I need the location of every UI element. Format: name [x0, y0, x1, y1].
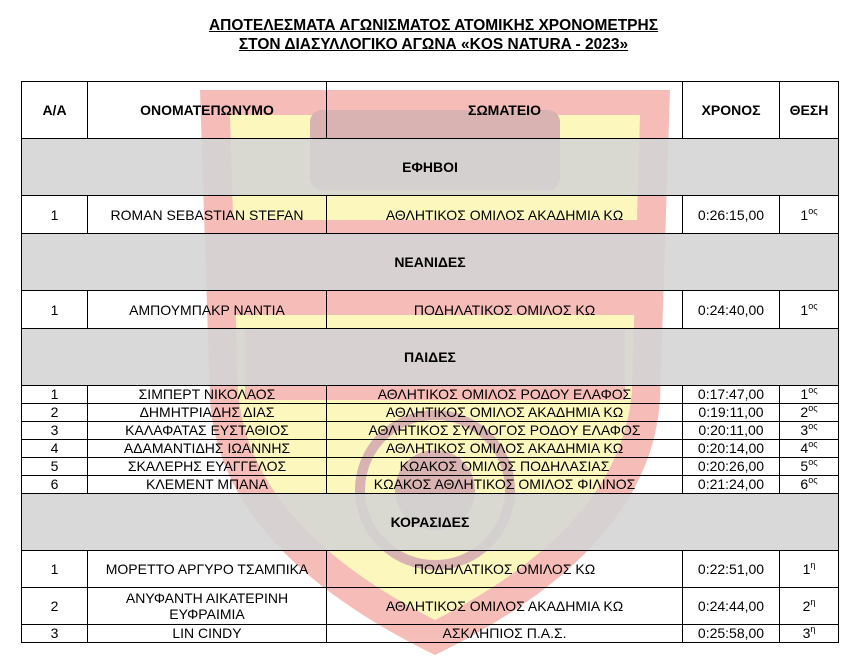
cell-name: ΜΟΡΕΤΤΟ ΑΡΓΥΡΟ ΤΣΑΜΠΙΚΑ: [88, 551, 327, 588]
cell-time: 0:20:11,00: [683, 422, 780, 440]
cell-club: ΠΟΔΗΛΑΤΙΚΟΣ ΟΜΙΛΟΣ ΚΩ: [327, 551, 683, 588]
category-row: [22, 494, 839, 551]
title-line-2: ΣΤΟΝ ΔΙΑΣΥΛΛΟΓΙΚΟ ΑΓΩΝΑ «KOS NATURA - 2023»: [238, 36, 629, 53]
cell-club: ΚΩΑΚΟΣ ΑΘΛΗΤΙΚΟΣ ΟΜΙΛΟΣ ΦΙΛΙΝΟΣ: [327, 476, 683, 494]
cell-club: ΑΘΛΗΤΙΚΟΣ ΟΜΙΛΟΣ ΑΚΑΔΗΜΙΑ ΚΩ: [327, 404, 683, 422]
position-number: 1: [800, 206, 809, 223]
title-line-1: ΑΠΟΤΕΛΕΣΜΑΤΑ ΑΓΩΝΙΣΜΑΤΟΣ ΑΤΟΜΙΚΗΣ ΧΡΟΝΟΜΕΤΡΗΣ: [208, 17, 659, 34]
position-suffix: η: [810, 560, 816, 570]
category-label: ΚΟΡΑΣΙΔΕΣ: [22, 494, 839, 551]
category-label: ΝΕΑΝΙΔΕΣ: [22, 234, 839, 291]
cell-position: [780, 588, 839, 625]
cell-time: 0:21:24,00: [683, 476, 780, 494]
position-number: 1: [800, 386, 809, 402]
position-number: 2: [802, 598, 811, 614]
category-row: [22, 234, 839, 291]
cell-position: [780, 458, 839, 476]
column-header-name: ΟΝΟΜΑΤΕΠΩΝΥΜΟ: [88, 82, 327, 139]
cell-aa: 1: [22, 196, 88, 234]
position-number: 2: [800, 404, 809, 420]
table-row: [22, 458, 839, 476]
table-row: [22, 196, 839, 234]
position-number: 1: [802, 561, 811, 577]
cell-time: 0:25:58,00: [683, 625, 780, 643]
cell-club: ΑΣΚΛΗΠΙΟΣ Π.Α.Σ.: [327, 625, 683, 643]
position-suffix: ος: [808, 457, 818, 467]
cell-position: [780, 625, 839, 643]
position-suffix: η: [810, 624, 816, 634]
results-table: [21, 81, 839, 643]
cell-club: ΑΘΛΗΤΙΚΟΣ ΟΜΙΛΟΣ ΑΚΑΔΗΜΙΑ ΚΩ: [327, 588, 683, 625]
position-number: 6: [800, 476, 809, 492]
position-number: 3: [802, 625, 811, 641]
cell-aa: 3: [22, 625, 88, 643]
category-label: ΠΑΙΔΕΣ: [22, 329, 839, 386]
cell-name: ΣΙΜΠΕΡΤ ΝΙΚΟΛΑΟΣ: [88, 386, 327, 404]
position-suffix: ος: [808, 403, 818, 413]
position-suffix: ος: [808, 439, 818, 449]
cell-club: ΠΟΔΗΛΑΤΙΚΟΣ ΟΜΙΛΟΣ ΚΩ: [327, 291, 683, 329]
cell-name: ΑΔΑΜΑΝΤΙΔΗΣ ΙΩΑΝΝΗΣ: [88, 440, 327, 458]
table-row: [22, 386, 839, 404]
cell-club: ΑΘΛΗΤΙΚΟΣ ΟΜΙΛΟΣ ΡΟΔΟΥ ΕΛΑΦΟΣ: [327, 386, 683, 404]
cell-name: ΚΑΛΑΦΑΤΑΣ ΕΥΣΤΑΘΙΟΣ: [88, 422, 327, 440]
column-header-time: ΧΡΟΝΟΣ: [683, 82, 780, 139]
table-row: [22, 551, 839, 588]
cell-aa: 3: [22, 422, 88, 440]
cell-time: 0:26:15,00: [683, 196, 780, 234]
category-row: [22, 139, 839, 196]
table-row: [22, 404, 839, 422]
cell-name: ΑΝΥΦΑΝΤΗ ΑΙΚΑΤΕΡΙΝΗ ΕΥΦΡΑΙΜΙΑ: [88, 588, 327, 625]
table-row: [22, 291, 839, 329]
column-header-aa: Α/Α: [22, 82, 88, 139]
cell-position: [780, 551, 839, 588]
cell-position: [780, 476, 839, 494]
position-suffix: ος: [808, 205, 818, 216]
table-row: [22, 588, 839, 625]
position-suffix: ος: [808, 385, 818, 395]
cell-name: ΑΜΠΟΥΜΠΑΚΡ ΝΑΝΤΙΑ: [88, 291, 327, 329]
cell-aa: 1: [22, 551, 88, 588]
header-row: [22, 82, 839, 139]
cell-time: 0:22:51,00: [683, 551, 780, 588]
cell-time: 0:19:11,00: [683, 404, 780, 422]
column-header-club: ΣΩΜΑΤΕΙΟ: [327, 82, 683, 139]
position-number: 4: [800, 440, 809, 456]
table-row: [22, 440, 839, 458]
cell-time: 0:24:44,00: [683, 588, 780, 625]
position-suffix: ος: [808, 421, 818, 431]
cell-time: 0:17:47,00: [683, 386, 780, 404]
cell-position: [780, 291, 839, 329]
cell-position: [780, 422, 839, 440]
cell-position: [780, 404, 839, 422]
cell-club: ΑΘΛΗΤΙΚΟΣ ΟΜΙΛΟΣ ΑΚΑΔΗΜΙΑ ΚΩ: [327, 196, 683, 234]
cell-aa: 1: [22, 386, 88, 404]
cell-aa: 5: [22, 458, 88, 476]
cell-time: 0:20:26,00: [683, 458, 780, 476]
document-title: [0, 16, 867, 54]
cell-aa: 2: [22, 588, 88, 625]
cell-position: [780, 196, 839, 234]
cell-name: ROMAN SEBASTIAN STEFAN: [88, 196, 327, 234]
position-number: 3: [800, 422, 809, 438]
table-row: [22, 625, 839, 643]
cell-position: [780, 440, 839, 458]
cell-aa: 6: [22, 476, 88, 494]
cell-time: 0:24:40,00: [683, 291, 780, 329]
table-row: [22, 476, 839, 494]
table-row: [22, 422, 839, 440]
cell-name: ΔΗΜΗΤΡΙΑΔΗΣ ΔΙΑΣ: [88, 404, 327, 422]
category-label: ΕΦΗΒΟΙ: [22, 139, 839, 196]
position-suffix: ος: [808, 475, 818, 485]
position-number: 1: [800, 301, 809, 318]
cell-position: [780, 386, 839, 404]
cell-name: LIN CINDY: [88, 625, 327, 643]
cell-aa: 2: [22, 404, 88, 422]
position-suffix: η: [810, 597, 816, 607]
cell-aa: 1: [22, 291, 88, 329]
cell-club: ΚΩΑΚΟΣ ΟΜΙΛΟΣ ΠΟΔΗΛΑΣΙΑΣ: [327, 458, 683, 476]
cell-club: ΑΘΛΗΤΙΚΟΣ ΣΥΛΛΟΓΟΣ ΡΟΔΟΥ ΕΛΑΦΟΣ: [327, 422, 683, 440]
category-row: [22, 329, 839, 386]
cell-time: 0:20:14,00: [683, 440, 780, 458]
cell-name: ΣΚΑΛΕΡΗΣ ΕΥΑΓΓΕΛΟΣ: [88, 458, 327, 476]
column-header-position: ΘΕΣΗ: [780, 82, 839, 139]
cell-club: ΑΘΛΗΤΙΚΟΣ ΟΜΙΛΟΣ ΑΚΑΔΗΜΙΑ ΚΩ: [327, 440, 683, 458]
position-number: 5: [800, 458, 809, 474]
position-suffix: ος: [808, 300, 818, 311]
cell-aa: 4: [22, 440, 88, 458]
cell-name: ΚΛΕΜΕΝΤ ΜΠΑΝΑ: [88, 476, 327, 494]
